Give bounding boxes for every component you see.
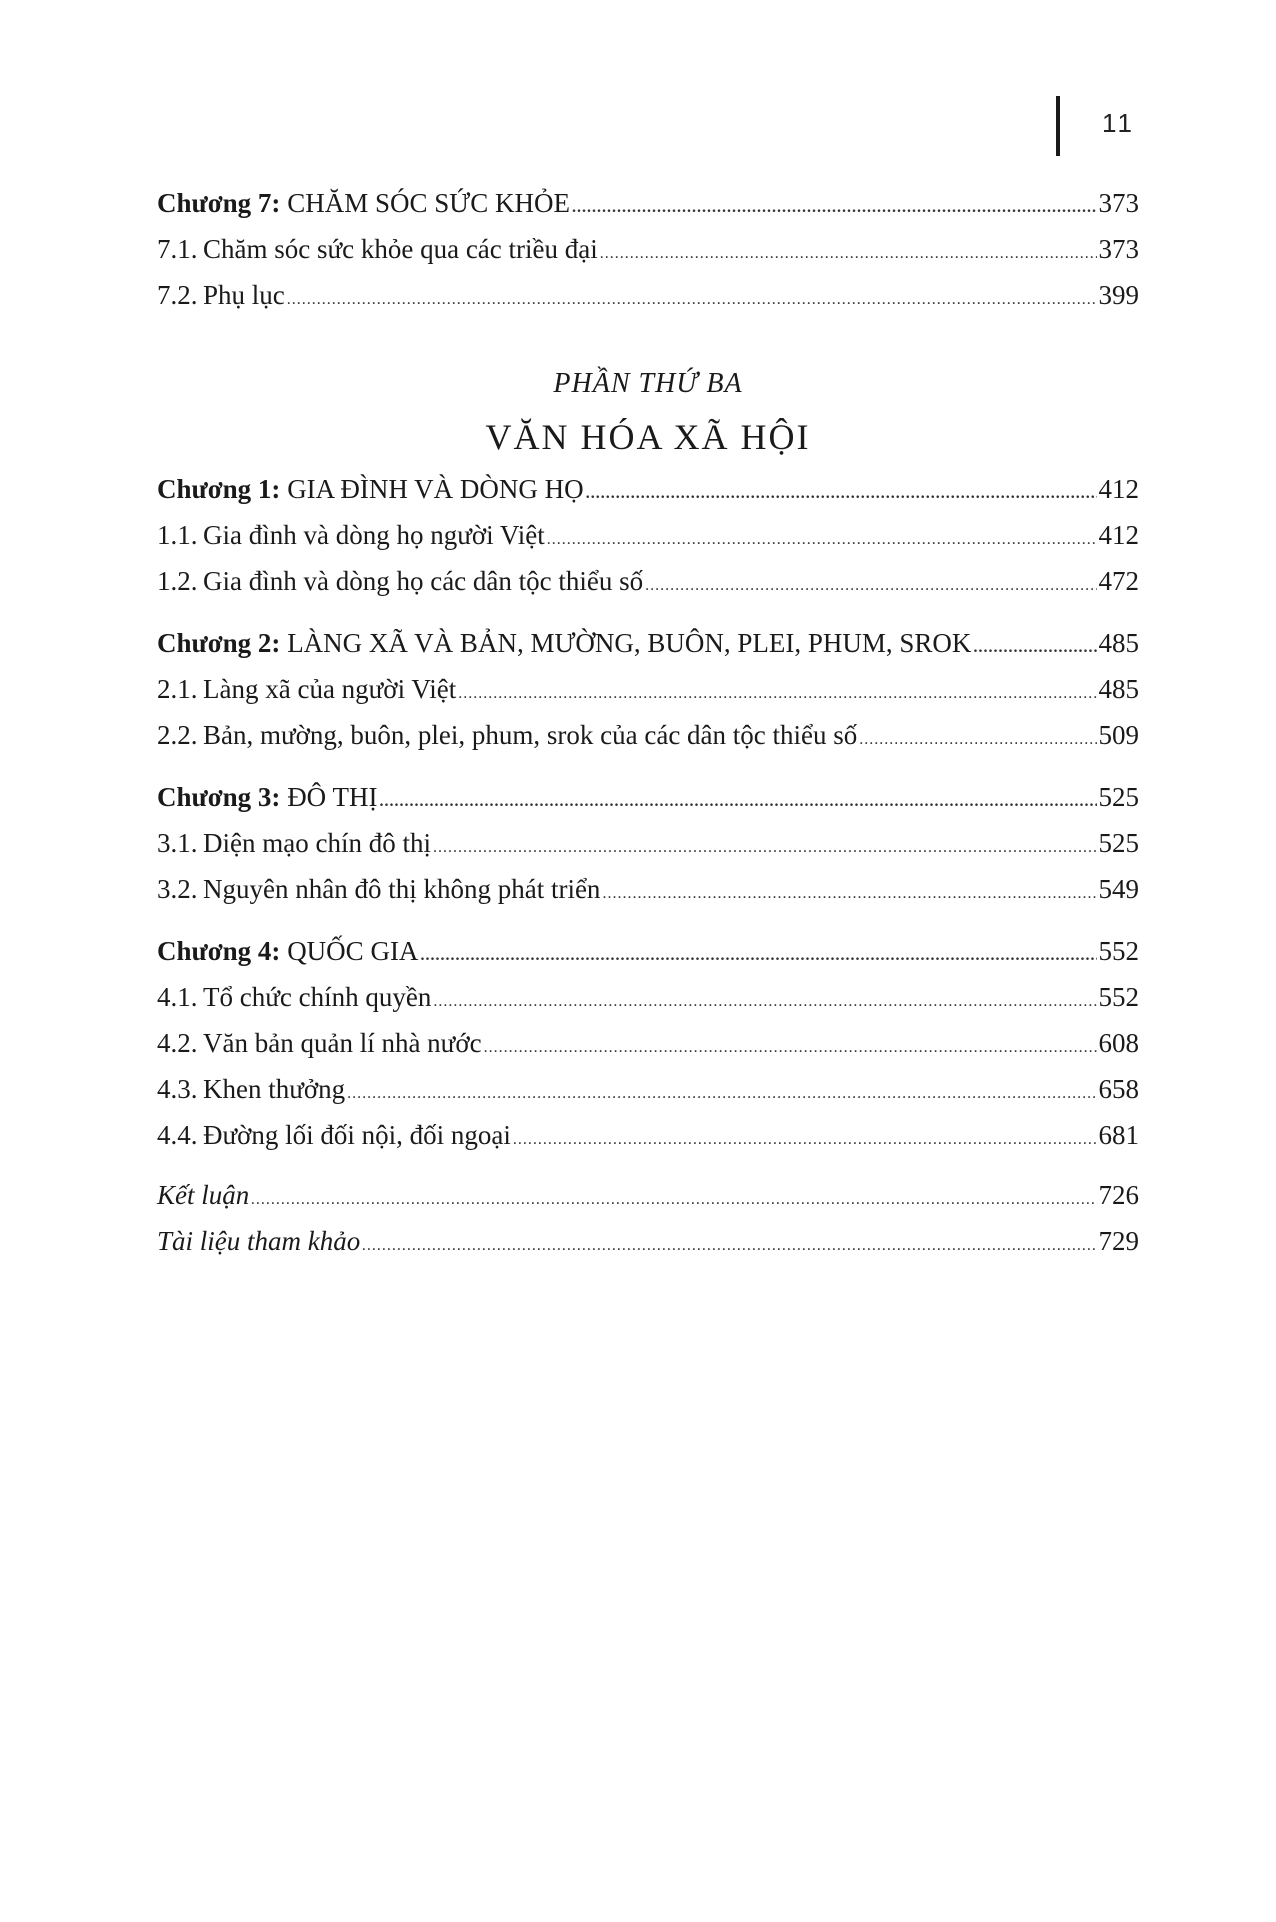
page-ref: 525 bbox=[1098, 782, 1139, 812]
table-of-contents bbox=[157, 190, 1139, 1274]
dot-leader bbox=[458, 686, 1096, 702]
section-title: Làng xã của người Việt bbox=[203, 674, 457, 704]
section-number: 7.2. bbox=[157, 280, 198, 310]
header-rule bbox=[1056, 96, 1060, 156]
section-title: Văn bản quản lí nhà nước bbox=[203, 1028, 482, 1058]
part-label: PHẦN THỨ BA bbox=[553, 368, 743, 399]
dot-leader bbox=[547, 532, 1097, 548]
page-ref: 485 bbox=[1098, 628, 1139, 658]
page-ref: 608 bbox=[1098, 1028, 1139, 1058]
page-ref: 729 bbox=[1098, 1226, 1139, 1256]
toc-section-3-2[interactable] bbox=[157, 876, 1139, 922]
dot-leader bbox=[513, 1132, 1097, 1148]
section-number: 4.3. bbox=[157, 1074, 198, 1104]
toc-section-4-3[interactable] bbox=[157, 1076, 1139, 1122]
toc-section-7-1[interactable] bbox=[157, 236, 1139, 282]
section-number: 1.1. bbox=[157, 520, 198, 550]
section-number: 7.1. bbox=[157, 234, 198, 264]
dot-leader bbox=[602, 886, 1096, 902]
chapter-prefix: Chương 3: bbox=[157, 782, 281, 812]
page-ref: 658 bbox=[1098, 1074, 1139, 1104]
chapter-prefix: Chương 1: bbox=[157, 474, 281, 504]
page-header bbox=[1056, 96, 1156, 156]
section-title: Phụ lục bbox=[203, 280, 285, 310]
page-ref: 549 bbox=[1098, 874, 1139, 904]
page-ref: 373 bbox=[1098, 188, 1139, 218]
dot-leader bbox=[251, 1192, 1096, 1208]
toc-section-4-4[interactable] bbox=[157, 1122, 1139, 1168]
page-ref: 399 bbox=[1098, 280, 1139, 310]
chapter-title: LÀNG XÃ VÀ BẢN, MƯỜNG, BUÔN, PLEI, PHUM, SROK bbox=[287, 628, 972, 658]
toc-chapter-4[interactable] bbox=[157, 938, 1139, 984]
dot-leader bbox=[433, 840, 1097, 856]
dot-leader bbox=[362, 1238, 1096, 1254]
toc-section-1-2[interactable] bbox=[157, 568, 1139, 614]
section-number: 4.2. bbox=[157, 1028, 198, 1058]
section-number: 3.1. bbox=[157, 828, 198, 858]
section-title: Bản, mường, buôn, plei, phum, srok của các dân tộc thiểu số bbox=[203, 720, 858, 750]
section-title: Gia đình và dòng họ các dân tộc thiểu số bbox=[203, 566, 644, 596]
section-title: Gia đình và dòng họ người Việt bbox=[203, 520, 545, 550]
section-title: Đường lối đối nội, đối ngoại bbox=[203, 1120, 511, 1150]
section-number: 1.2. bbox=[157, 566, 198, 596]
page-ref: 552 bbox=[1098, 982, 1139, 1012]
page-number: 11 bbox=[1102, 108, 1135, 138]
toc-chapter-3[interactable] bbox=[157, 784, 1139, 830]
part-title: VĂN HÓA XÃ HỘI bbox=[485, 417, 811, 457]
section-number: 2.2. bbox=[157, 720, 198, 750]
chapter-prefix: Chương 2: bbox=[157, 628, 281, 658]
section-number: 4.1. bbox=[157, 982, 198, 1012]
toc-section-2-1[interactable] bbox=[157, 676, 1139, 722]
section-title: Chăm sóc sức khỏe qua các triều đại bbox=[203, 234, 598, 264]
toc-section-1-1[interactable] bbox=[157, 522, 1139, 568]
part-heading bbox=[157, 368, 1139, 458]
chapter-prefix: Chương 7: bbox=[157, 188, 281, 218]
dot-leader bbox=[859, 732, 1096, 748]
page-ref: 681 bbox=[1098, 1120, 1139, 1150]
page-ref: 485 bbox=[1098, 674, 1139, 704]
page-ref: 525 bbox=[1098, 828, 1139, 858]
back-matter-title: Tài liệu tham khảo bbox=[157, 1226, 361, 1256]
dot-leader bbox=[433, 994, 1096, 1010]
chapter-prefix: Chương 4: bbox=[157, 936, 281, 966]
back-matter-title: Kết luận bbox=[157, 1180, 250, 1210]
dot-leader bbox=[379, 794, 1096, 810]
page-ref: 726 bbox=[1098, 1180, 1139, 1210]
toc-section-2-2[interactable] bbox=[157, 722, 1139, 768]
toc-section-4-2[interactable] bbox=[157, 1030, 1139, 1076]
section-number: 2.1. bbox=[157, 674, 198, 704]
toc-references[interactable] bbox=[157, 1228, 1139, 1274]
toc-chapter-1[interactable] bbox=[157, 476, 1139, 522]
section-title: Diện mạo chín đô thị bbox=[203, 828, 431, 858]
section-title: Khen thưởng bbox=[203, 1074, 346, 1104]
dot-leader bbox=[287, 292, 1097, 308]
page-ref: 412 bbox=[1098, 520, 1139, 550]
page-ref: 373 bbox=[1098, 234, 1139, 264]
toc-conclusion[interactable] bbox=[157, 1182, 1139, 1228]
toc-section-4-1[interactable] bbox=[157, 984, 1139, 1030]
section-title: Nguyên nhân đô thị không phát triển bbox=[203, 874, 601, 904]
section-title: Tổ chức chính quyền bbox=[203, 982, 432, 1012]
dot-leader bbox=[420, 948, 1096, 964]
toc-chapter-7[interactable] bbox=[157, 190, 1139, 236]
toc-section-3-1[interactable] bbox=[157, 830, 1139, 876]
page-ref: 472 bbox=[1098, 566, 1139, 596]
section-number: 3.2. bbox=[157, 874, 198, 904]
section-number: 4.4. bbox=[157, 1120, 198, 1150]
page-ref: 412 bbox=[1098, 474, 1139, 504]
chapter-title: QUỐC GIA bbox=[287, 936, 419, 966]
dot-leader bbox=[586, 486, 1097, 502]
toc-section-7-2[interactable] bbox=[157, 282, 1139, 328]
page-ref: 552 bbox=[1098, 936, 1139, 966]
page-ref: 509 bbox=[1098, 720, 1139, 750]
dot-leader bbox=[973, 640, 1096, 656]
chapter-title: ĐÔ THỊ bbox=[287, 782, 378, 812]
toc-chapter-2[interactable] bbox=[157, 630, 1139, 676]
chapter-title: CHĂM SÓC SỨC KHỎE bbox=[287, 188, 570, 218]
dot-leader bbox=[572, 200, 1097, 216]
chapter-title: GIA ĐÌNH VÀ DÒNG HỌ bbox=[287, 474, 584, 504]
dot-leader bbox=[484, 1040, 1097, 1056]
dot-leader bbox=[600, 246, 1097, 262]
dot-leader bbox=[645, 578, 1096, 594]
dot-leader bbox=[347, 1086, 1096, 1102]
